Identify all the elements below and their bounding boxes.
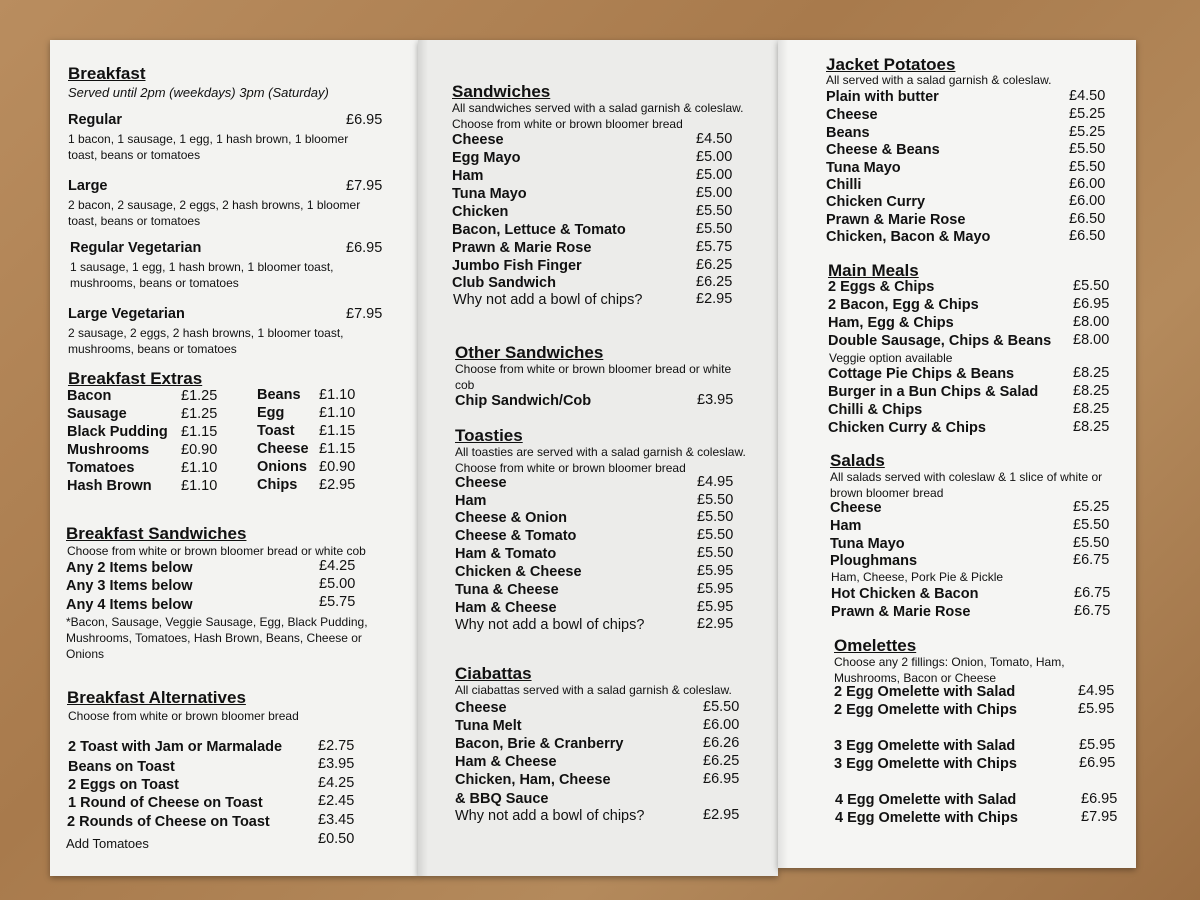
menu-item-name: 2 Egg Omelette with Chips [834,702,1017,718]
menu-item-price: £8.25 [1073,365,1110,381]
menu-item-price: £5.95 [697,563,734,579]
menu-item-price: £6.26 [703,735,740,751]
menu-item-name: Ham [455,493,487,509]
menu-item-name: Chip Sandwich/Cob [455,393,592,409]
breakfast-note: Served until 2pm (weekdays) 3pm (Saturday) [68,85,329,100]
menu-item-name: Cheese & Onion [455,510,567,526]
menu-item-name: Ham & Tomato [455,546,557,562]
extra-item-price: £1.15 [181,424,218,440]
extra-item-name: Tomatoes [67,460,135,476]
extra-item-price: £1.10 [181,460,218,476]
menu-item-name: Cheese [455,700,507,716]
menu-item-name: Why not add a bowl of chips? [455,808,645,824]
menu-item-price: £5.00 [696,167,733,183]
menu-item-name: Chicken Curry & Chips [828,420,986,436]
menu-item-name: Regular Vegetarian [70,240,202,256]
section-title-main-meals: Main Meals [828,261,919,280]
extra-item-name: Cheese [257,441,309,457]
fold-shadow [418,40,428,876]
menu-item-price: £5.25 [1069,124,1106,140]
menu-panel-right [778,40,1136,868]
menu-item-price: £6.95 [346,240,383,256]
menu-item-name: 3 Egg Omelette with Salad [834,738,1016,754]
menu-item-price: £8.25 [1073,419,1110,435]
section-title-ciabattas: Ciabattas [455,664,532,683]
section-note: All ciabattas served with a salad garnish & coleslaw. [455,683,732,697]
extra-item-price: £1.10 [181,478,218,494]
section-title-other-sandwiches: Other Sandwiches [455,343,604,362]
menu-item-name: 3 Egg Omelette with Chips [834,756,1017,772]
menu-item-name: Ham & Cheese [455,600,557,616]
section-title-jacket-potatoes: Jacket Potatoes [826,55,956,74]
menu-item-name: Ham [830,518,862,534]
menu-item-price: £6.95 [1073,296,1110,312]
menu-item-name: Plain with butter [826,89,939,105]
extra-item-price: £0.90 [181,442,218,458]
menu-item-price: £5.95 [1078,701,1115,717]
extra-item-name: Beans [257,387,301,403]
menu-item-name: Chicken, Ham, Cheese [455,772,611,788]
section-note: Choose from white or brown bloomer bread or white cob [455,362,732,392]
menu-item-price: £6.95 [346,112,383,128]
menu-item-price: £5.50 [1069,159,1106,175]
menu-item-price: £0.50 [318,831,355,847]
menu-item-name: Burger in a Bun Chips & Salad [828,384,1039,400]
menu-item-price: £6.95 [1079,755,1116,771]
menu-item-name: Add Tomatoes [66,836,149,851]
menu-item-description: 2 sausage, 2 eggs, 2 hash browns, 1 bloomer toast, mushrooms, beans or tomatoes [68,326,344,356]
menu-item-name: Prawn & Marie Rose [831,604,971,620]
menu-item-price: £2.45 [318,793,355,809]
menu-item-price: £3.95 [697,392,734,408]
menu-item-price: £2.95 [696,291,733,307]
menu-item-name: 2 Eggs & Chips [828,279,935,295]
extra-item-name: Bacon [67,388,112,404]
menu-item-price: £8.00 [1073,332,1110,348]
menu-item-description: 1 sausage, 1 egg, 1 hash brown, 1 bloomer toast, mushrooms, beans or tomatoes [70,260,334,290]
section-title-toasties: Toasties [455,426,523,445]
menu-item-price: £3.45 [318,812,355,828]
menu-item-price: £5.50 [703,699,740,715]
menu-item-name: Cheese [830,500,882,516]
menu-item-name: Tuna Melt [455,718,522,734]
menu-item-name: Cheese & Tomato [455,528,577,544]
menu-item-price: £5.00 [696,185,733,201]
section-title-sandwiches: Sandwiches [452,82,551,101]
menu-item-price: £5.75 [696,239,733,255]
menu-item-price: £6.00 [703,717,740,733]
menu-item-price: £4.95 [697,474,734,490]
menu-item-price: £5.50 [697,509,734,525]
menu-item-name: Any 2 Items below [66,560,193,576]
menu-item-name: Hot Chicken & Bacon [831,586,979,602]
menu-item-name: Beans [826,125,870,141]
section-note: Choose from white or brown bloomer bread or white cob [67,544,366,558]
menu-item-price: £6.00 [1069,176,1106,192]
extra-item-price: £1.15 [319,441,356,457]
menu-item-price: £7.95 [346,306,383,322]
menu-item-price: £8.25 [1073,383,1110,399]
menu-item-name: 4 Egg Omelette with Chips [835,810,1018,826]
menu-item-price: £5.95 [697,581,734,597]
menu-item-name: Tuna & Cheese [455,582,559,598]
menu-item-name: Ham [452,168,484,184]
menu-item-name: Club Sandwich [452,275,556,291]
menu-item-price: £5.50 [697,492,734,508]
menu-item-price: £6.50 [1069,228,1106,244]
menu-item-price: £5.25 [1073,499,1110,515]
section-title-breakfast-sandwiches: Breakfast Sandwiches [66,524,247,543]
menu-item-name: Tuna Mayo [452,186,527,202]
section-title-omelettes: Omelettes [834,636,917,655]
section-note: Choose from white or brown bloomer bread [68,709,299,723]
menu-item-name: 2 Toast with Jam or Marmalade [68,739,283,755]
menu-item-price: £5.50 [1069,141,1106,157]
menu-item-name: 2 Eggs on Toast [68,777,179,793]
section-note: All served with a salad garnish & coleslaw. [826,73,1052,87]
menu-item-price: £6.75 [1074,603,1111,619]
fold-shadow [778,40,788,868]
section-note: All sandwiches served with a salad garnish & coleslaw. Choose from white or brown bloomer bread [452,101,744,131]
menu-item-name: Why not add a bowl of chips? [453,292,643,308]
menu-item-name: Cheese [455,475,507,491]
extra-item-name: Egg [257,405,285,421]
section-note: Choose any 2 fillings: Onion, Tomato, Ham, Mushrooms, Bacon or Cheese [834,655,1065,685]
extra-item-name: Toast [257,423,295,439]
menu-item-price: £5.50 [1073,278,1110,294]
menu-item-price: £6.25 [696,257,733,273]
extra-item-price: £1.10 [319,387,356,403]
section-note: All salads served with coleslaw & 1 slice of white or brown bloomer bread [830,470,1103,500]
menu-item-price: £6.25 [703,753,740,769]
menu-item-name: Jumbo Fish Finger [452,258,582,274]
extra-item-name: Onions [257,459,307,475]
menu-item-price: £6.00 [1069,193,1106,209]
section-title-salads: Salads [830,451,885,470]
menu-item-name: Large [68,178,108,194]
menu-item-price: £7.95 [1081,809,1118,825]
menu-item-name: Cottage Pie Chips & Beans [828,366,1015,382]
menu-item-price: £2.75 [318,738,355,754]
menu-item-name: Chicken [452,204,509,220]
menu-item-price: £2.95 [703,807,740,823]
menu-item-name: Bacon, Brie & Cranberry [455,736,624,752]
menu-item-name: Prawn & Marie Rose [452,240,592,256]
menu-item-name: Bacon, Lettuce & Tomato [452,222,626,238]
menu-item-price: £5.00 [319,576,356,592]
menu-item-name: 2 Rounds of Cheese on Toast [67,814,270,830]
veggie-note: Veggie option available [829,351,953,365]
section-title-breakfast-alternatives: Breakfast Alternatives [67,688,246,707]
menu-item-price: £4.50 [696,131,733,147]
extra-item-price: £0.90 [319,459,356,475]
menu-panel-left [50,40,418,876]
menu-item-name: Chicken & Cheese [455,564,582,580]
menu-item-price: £5.50 [1073,535,1110,551]
footnote: *Bacon, Sausage, Veggie Sausage, Egg, Black Pudding, Mushrooms, Tomatoes, Hash Brown, Beans, Cheese or Onions [66,615,368,661]
extra-item-name: Black Pudding [67,424,168,440]
menu-item-name: Any 4 Items below [66,597,193,613]
menu-item-price: £6.75 [1074,585,1111,601]
menu-item-price: £5.95 [697,599,734,615]
menu-item-name: Chilli [826,177,862,193]
menu-item-name: Large Vegetarian [68,306,185,322]
menu-item-name: 2 Egg Omelette with Salad [834,684,1016,700]
menu-item-price: £8.00 [1073,314,1110,330]
extra-item-price: £2.95 [319,477,356,493]
menu-item-name: Tuna Mayo [826,160,901,176]
menu-item-name: Why not add a bowl of chips? [455,617,645,633]
extra-item-name: Mushrooms [67,442,150,458]
extra-item-price: £1.10 [319,405,356,421]
menu-item-name: Any 3 Items below [66,578,193,594]
menu-item-price: £4.50 [1069,88,1106,104]
menu-item-name: Ham & Cheese [455,754,557,770]
extra-item-price: £1.25 [181,388,218,404]
menu-item-description: 1 bacon, 1 sausage, 1 egg, 1 hash brown, 1 bloomer toast, beans or tomatoes [68,132,349,162]
menu-item-price: £6.95 [1081,791,1118,807]
menu-item-price: £6.50 [1069,211,1106,227]
extra-item-price: £1.15 [319,423,356,439]
menu-item-name: Prawn & Marie Rose [826,212,966,228]
menu-item-price: £5.50 [697,527,734,543]
ploughmans-note: Ham, Cheese, Pork Pie & Pickle [831,570,1004,584]
menu-item-name: Cheese [452,132,504,148]
menu-item-name: Regular [68,112,122,128]
menu-item-price: £4.95 [1078,683,1115,699]
menu-item-price: £4.25 [319,558,356,574]
menu-item-price: £6.75 [1073,552,1110,568]
section-note: All toasties are served with a salad garnish & coleslaw. Choose from white or brown bloomer bread [455,445,746,475]
menu-item-price: £4.25 [318,775,355,791]
menu-item-price: £5.50 [696,203,733,219]
menu-item-price: £6.25 [696,274,733,290]
menu-item-name: 4 Egg Omelette with Salad [835,792,1017,808]
menu-item-price: £5.50 [697,545,734,561]
menu-item-price: £5.50 [696,221,733,237]
extra-item-price: £1.25 [181,406,218,422]
menu-item-price: £2.95 [697,616,734,632]
menu-item-price: £8.25 [1073,401,1110,417]
extra-item-name: Hash Brown [67,478,152,494]
menu-item-name: Ham, Egg & Chips [828,315,954,331]
extra-item-name: Sausage [67,406,127,422]
menu-item-name: Chilli & Chips [828,402,923,418]
menu-item-price: £5.25 [1069,106,1106,122]
menu-item-name: Double Sausage, Chips & Beans [828,333,1052,349]
menu-item-name: Egg Mayo [452,150,521,166]
section-title-breakfast: Breakfast [68,64,146,83]
menu-item-name: Chicken, Bacon & Mayo [826,229,991,245]
menu-panel-middle [418,40,778,876]
menu-item-name: 2 Bacon, Egg & Chips [828,297,979,313]
menu-item-name: 1 Round of Cheese on Toast [68,795,263,811]
menu-item-price: £3.95 [318,756,355,772]
menu-item-name: Tuna Mayo [830,536,905,552]
menu-item-price: £5.00 [696,149,733,165]
menu-item-price: £5.75 [319,594,356,610]
menu-item-price: £5.50 [1073,517,1110,533]
menu-item-name: Ploughmans [830,553,918,569]
menu-item-name: Cheese [826,107,878,123]
extra-item-name: Chips [257,477,298,493]
menu-item-description: 2 bacon, 2 sausage, 2 eggs, 2 hash browns, 1 bloomer toast, beans or tomatoes [68,198,361,228]
menu-item-price: £6.95 [703,771,740,787]
menu-item-name: Cheese & Beans [826,142,940,158]
menu-item-name: Chicken Curry [826,194,926,210]
menu-item-name: & BBQ Sauce [455,791,549,807]
menu-item-price: £7.95 [346,178,383,194]
section-title-extras: Breakfast Extras [68,369,203,388]
menu-item-name: Beans on Toast [68,759,175,775]
menu-item-price: £5.95 [1079,737,1116,753]
